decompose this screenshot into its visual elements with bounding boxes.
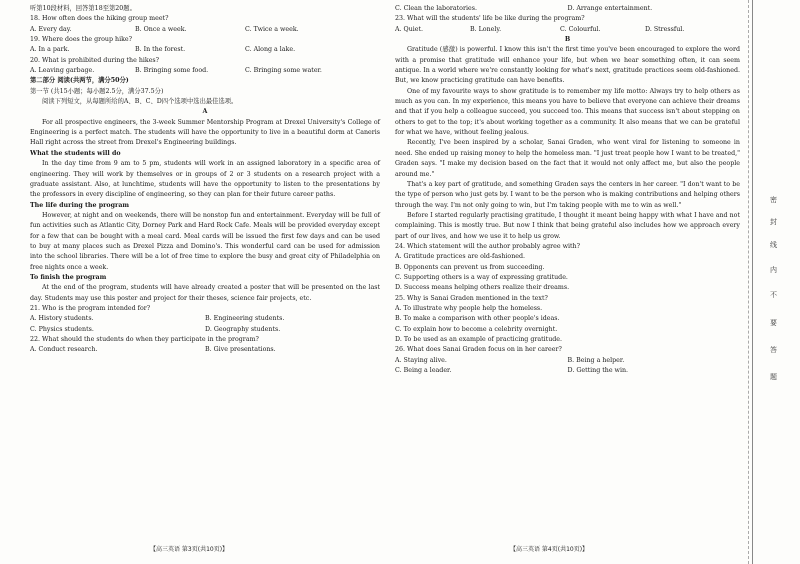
seal-char: 封 bbox=[770, 218, 777, 226]
question-21-options bbox=[30, 314, 380, 324]
seal-char: 线 bbox=[770, 241, 777, 249]
passage-b-paragraph: Before I started regularly practising gratitude, I thought it meant being happy with what I have and not complaining. This is mostly true. But now I think that being grateful also includes how we approach every part of our lives, and how we use it to help us grow. bbox=[395, 211, 740, 240]
option: A. Leaving garbage. bbox=[30, 67, 95, 75]
passage-b-paragraph: One of my favourite ways to show gratitude is to remember my life motto: Always try to help others as much as you can. In my experience, this means you have to believe that everyone can achieve their dreams and that if you help a colleague succeed, you succeed too. This means that success isn't about stepping on others to get to the top; it's about working together as a community. It also means that we can be grateful for what we have, without feeling jealous. bbox=[395, 87, 740, 137]
reading-instruction: 阅读下列短文，从每题所给的A、B、C、D四个选项中选出最佳选项。 bbox=[42, 98, 238, 106]
option: D. Stressful. bbox=[645, 25, 685, 33]
option: C. Twice a week. bbox=[245, 25, 299, 33]
question-26-options bbox=[395, 366, 740, 376]
option: A. Staying alive. bbox=[395, 356, 447, 364]
option: D. Geography students. bbox=[205, 325, 281, 333]
option: C. Being a leader. bbox=[395, 367, 452, 375]
passage-a-subheading: The life during the program bbox=[30, 201, 130, 209]
option: B. Opponents can prevent us from succeeding. bbox=[395, 263, 545, 271]
question-23: 23. What will the students' life be like during the program? bbox=[395, 15, 585, 23]
option: A. Quiet. bbox=[395, 25, 424, 33]
passage-b-paragraph: Recently, I've been inspired by a scholar, Sanai Graden, who went viral for listening to someone in need. She ended up raising money to help the homeless man. "I just treat people how I want to be treated," Graden says. "I make my decision based on the fact that it would not only affect me, but also the people around me." bbox=[395, 139, 740, 178]
option: A. Gratitude practices are old-fashioned. bbox=[395, 253, 526, 261]
option: D. Success means helping others realize their dreams. bbox=[395, 284, 570, 292]
passage-b-paragraph: Gratitude (感激) is powerful. I know this isn't the first time you've been encouraged to explore the word with a promise that gratitude will enhance your life, but when we hear something often, it can seem antique. In a world where we're constantly looking for what's next, gratitude practices seem old-fashioned. But, we know practicing gratitude can have benefits. bbox=[395, 46, 740, 85]
option: C. Colourful. bbox=[560, 25, 601, 33]
seal-char: 要 bbox=[770, 319, 777, 327]
option: B. Give presentations. bbox=[205, 346, 276, 354]
option: C. To explain how to become a celebrity overnight. bbox=[395, 325, 558, 333]
option: A. History students. bbox=[30, 315, 94, 323]
seal-char: 不 bbox=[770, 291, 777, 299]
seal-dashed-line bbox=[748, 0, 749, 564]
left-column bbox=[30, 4, 380, 356]
question-26-options bbox=[395, 356, 740, 366]
seal-strip bbox=[752, 0, 800, 564]
passage-a-paragraph: At the end of the program, students will have already created a poster that will be presented on the last day. Students may use this poster and project for their theses, science fair projects, etc. bbox=[30, 284, 380, 302]
question-20-options bbox=[30, 66, 380, 76]
option: C. Supporting others is a way of expressing gratitude. bbox=[395, 273, 568, 281]
question-26: 26. What does Sanai Graden focus on in her career? bbox=[395, 346, 562, 354]
option: A. Conduct research. bbox=[30, 346, 98, 354]
option: D. Arrange entertainment. bbox=[567, 5, 653, 12]
listening-instruction: 听第10段材料，回答第18至第20题。 bbox=[30, 5, 136, 12]
question-21: 21. Who is the program intended for? bbox=[30, 304, 151, 312]
question-18-options bbox=[30, 25, 380, 35]
option: B. Once a week. bbox=[135, 25, 187, 33]
option: A. In a park. bbox=[30, 46, 70, 54]
seal-char: 题 bbox=[770, 373, 777, 381]
option: C. Bringing some water. bbox=[245, 67, 322, 75]
section-one-heading: 第一节 (共15小题；每小题2.5分，满分37.5分) bbox=[30, 87, 164, 95]
option: B. Lonely. bbox=[470, 25, 502, 33]
seal-char: 答 bbox=[770, 346, 777, 354]
page-footer-left: 【高三英语 第3页(共10页)】 bbox=[150, 546, 229, 553]
question-22: 22. What should the students do when they participate in the program? bbox=[30, 336, 259, 343]
question-23-options bbox=[395, 25, 740, 35]
question-25: 25. Why is Sanai Graden mentioned in the text? bbox=[395, 294, 548, 302]
passage-a-subheading: To finish the program bbox=[30, 273, 107, 281]
passage-b-paragraph: That's a key part of gratitude, and something Graden says the centers in her career. "I don't want to be the type of person who just gets by. I want to be the person who is making contributions and helping others through the way. I'm not only going to win, but I'm taking people with me to win as well." bbox=[395, 180, 740, 209]
passage-a-subheading: What the students will do bbox=[30, 149, 121, 157]
passage-b-label: B bbox=[564, 36, 571, 44]
question-18: 18. How often does the hiking group meet? bbox=[30, 15, 169, 23]
option: D. Getting the win. bbox=[567, 367, 629, 375]
seal-char: 内 bbox=[770, 266, 777, 274]
question-21-options bbox=[30, 325, 380, 335]
page-footer-right: 【高三英语 第4页(共10页)】 bbox=[510, 546, 589, 553]
option: B. Being a helper. bbox=[567, 356, 625, 364]
option: C. Physics students. bbox=[30, 325, 94, 333]
passage-a-label: A bbox=[202, 108, 208, 116]
right-column bbox=[395, 4, 740, 376]
option: B. Engineering students. bbox=[205, 315, 285, 323]
option: B. In the forest. bbox=[135, 46, 186, 54]
seal-char: 密 bbox=[770, 196, 777, 204]
passage-a-paragraph: However, at night and on weekends, there will be nonstop fun and entertainment. Everyday will be full of fun activities such as Atlantic City, Dorney Park and Hard Rock Cafe. Meals will be provided everyday except for a few that can be bought with a meal card. Meal cards will be issued the first few days and can be used to buy at many places such as Drexel Pizza and Domino's. This wonderful card can be used for admission into the school libraries. There will be a lot of free time to explore the busy and great city of Philadelphia on free nights once a week. bbox=[30, 211, 380, 271]
passage-a-paragraph: In the day time from 9 am to 5 pm, students will work in an assigned laboratory in a specific area of engineering. They will work by themselves or in groups of 2 or 3 students on a research project with a graduate assistant. Also, at lunchtime, students will have the opportunity to listen to the presentations by the professors in every discipline of engineering, so they can plan for their future career paths. bbox=[30, 160, 380, 199]
question-19: 19. Where does the group hike? bbox=[30, 36, 133, 44]
passage-a-paragraph: For all prospective engineers, the 3-week Summer Mentorship Program at Drexel University's College of Engineering is a perfect match. The students will have the opportunity to live in a beautiful dorm at Caneris Hall right across the street from Drexel's Engineering buildings. bbox=[30, 118, 380, 147]
option: A. Every day. bbox=[30, 25, 72, 33]
option: C. Clean the laboratories. bbox=[395, 5, 477, 12]
option: B. Bringing some food. bbox=[135, 67, 209, 75]
option: D. To be used as an example of practicing gratitude. bbox=[395, 336, 563, 343]
option: B. To make a comparison with other people's ideas. bbox=[395, 315, 560, 323]
question-24: 24. Which statement will the author probably agree with? bbox=[395, 242, 580, 250]
part-two-heading: 第二部分 阅读(共两节，满分50分) bbox=[30, 77, 129, 85]
option: C. Along a lake. bbox=[245, 46, 296, 54]
question-20: 20. What is prohibited during the hikes? bbox=[30, 56, 160, 64]
option: A. To illustrate why people help the homeless. bbox=[395, 304, 543, 312]
question-22-options bbox=[395, 4, 740, 14]
question-22-options bbox=[30, 345, 380, 355]
question-19-options bbox=[30, 45, 380, 55]
